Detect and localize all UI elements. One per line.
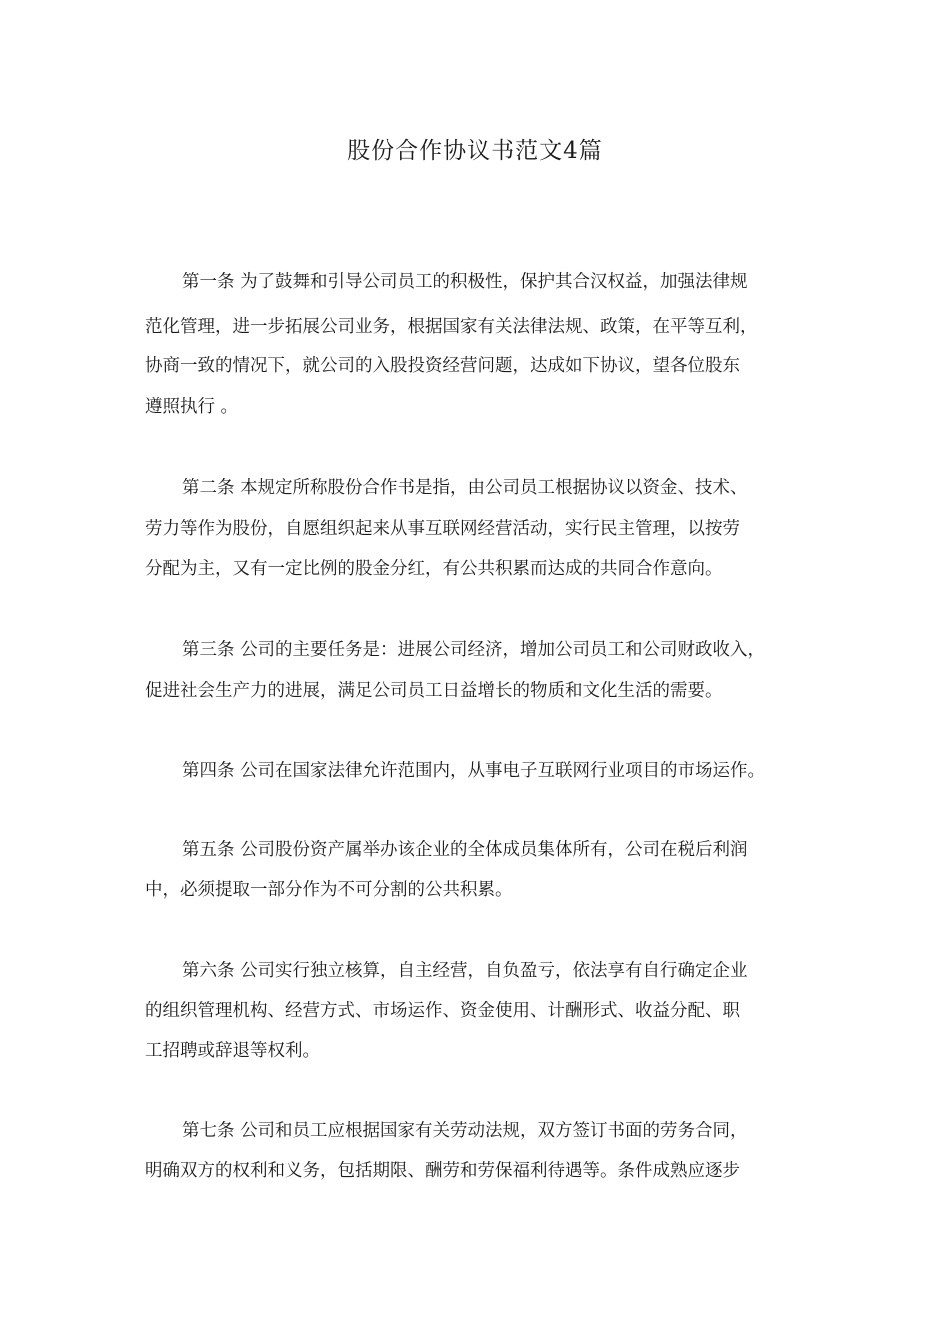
paragraph-1-line-3: 协商一致的情况下，就公司的入股投资经营问题，达成如下协议，望各位股东 [145, 356, 740, 376]
paragraph-1-line-4: 遵照执行 。 [145, 397, 239, 417]
paragraph-2-line-3: 分配为主，又有一定比例的股金分红，有公共积累而达成的共同合作意向。 [145, 559, 723, 579]
paragraph-5-line-1: 第五条 公司股份资产属举办该企业的全体成员集体所有，公司在税后利润 [182, 840, 748, 860]
paragraph-6-line-3: 工招聘或辞退等权利。 [145, 1041, 320, 1061]
paragraph-1-line-1: 第一条 为了鼓舞和引导公司员工的积极性，保护其合汉权益，加强法律规 [182, 272, 748, 292]
paragraph-6-line-2: 的组织管理机构、经营方式、市场运作、资金使用、计酬形式、收益分配、职 [145, 1001, 740, 1021]
paragraph-1-line-2: 范化管理，进一步拓展公司业务，根据国家有关法律法规、政策，在平等互利， [145, 317, 758, 337]
paragraph-5-line-2: 中，必须提取一部分作为不可分割的公共积累。 [145, 880, 513, 900]
paragraph-3-line-1: 第三条 公司的主要任务是：进展公司经济，增加公司员工和公司财政收入， [182, 640, 766, 660]
paragraph-7-line-1: 第七条 公司和员工应根据国家有关劳动法规，双方签订书面的劳务合同， [182, 1121, 748, 1141]
paragraph-7-line-2: 明确双方的权利和义务，包括期限、酬劳和劳保福利待遇等。条件成熟应逐步 [145, 1161, 740, 1181]
paragraph-3-line-2: 促进社会生产力的进展，满足公司员工日益增长的物质和文化生活的需要。 [145, 681, 723, 701]
paragraph-4-line-1: 第四条 公司在国家法律允许范围内，从事电子互联网行业项目的市场运作。 [182, 761, 766, 781]
document-title: 股份合作协议书范文4篇 [347, 138, 603, 164]
paragraph-2-line-1: 第二条 本规定所称股份合作书是指，由公司员工根据协议以资金、技术、 [182, 478, 748, 498]
paragraph-6-line-1: 第六条 公司实行独立核算，自主经营，自负盈亏，依法享有自行确定企业 [182, 961, 748, 981]
paragraph-2-line-2: 劳力等作为股份，自愿组织起来从事互联网经营活动，实行民主管理，以按劳 [145, 519, 740, 539]
